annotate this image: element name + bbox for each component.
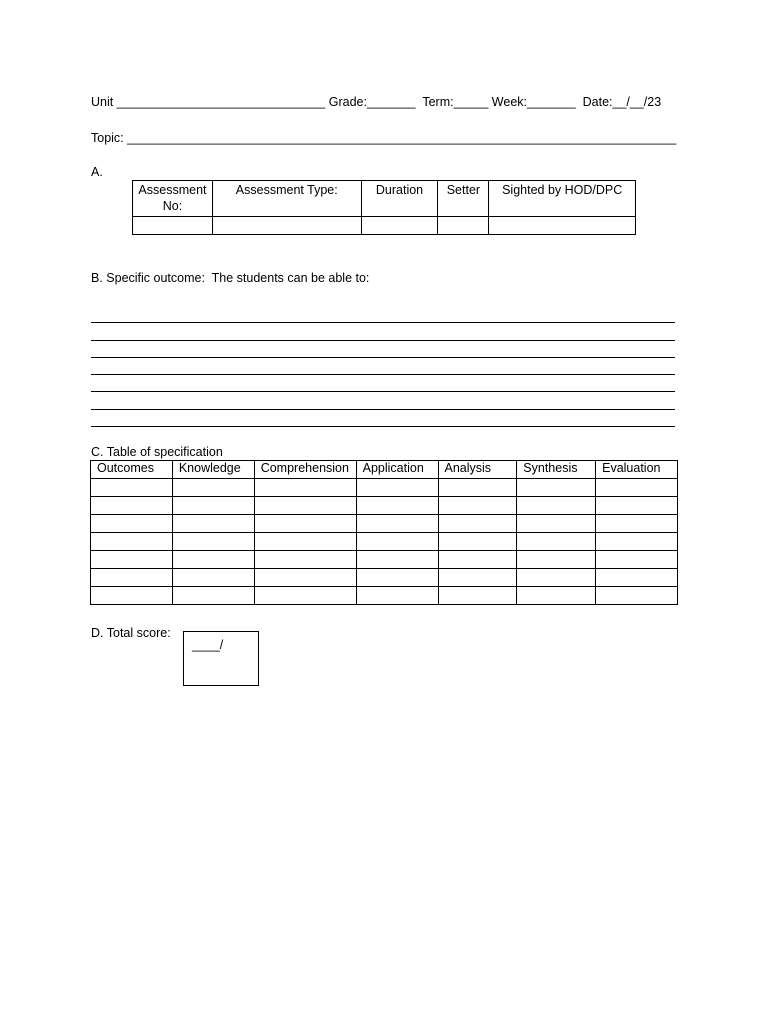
spec-cell[interactable] (517, 587, 596, 605)
spec-cell[interactable] (596, 497, 678, 515)
header-synthesis: Synthesis (517, 461, 596, 479)
spec-cell[interactable] (356, 569, 438, 587)
spec-cell[interactable] (517, 569, 596, 587)
table-row (91, 515, 678, 533)
spec-table-header-row (91, 461, 678, 479)
spec-cell[interactable] (596, 587, 678, 605)
table-row (133, 217, 636, 235)
spec-cell[interactable] (254, 479, 356, 497)
table-row (91, 497, 678, 515)
spec-cell[interactable] (254, 497, 356, 515)
spec-cell[interactable] (356, 515, 438, 533)
section-a-label: A. (91, 165, 103, 179)
specification-table (90, 460, 678, 605)
section-c-label: C. Table of specification (91, 445, 223, 459)
header-outcomes: Outcomes (91, 461, 173, 479)
spec-cell[interactable] (172, 569, 254, 587)
setter-cell (438, 217, 489, 235)
assessment-type-cell (212, 217, 361, 235)
spec-cell[interactable] (517, 515, 596, 533)
spec-cell[interactable] (254, 515, 356, 533)
section-b-label: B. Specific outcome: The students can be able to: (91, 271, 370, 285)
outcome-blank-lines (91, 306, 675, 427)
spec-cell[interactable] (438, 497, 517, 515)
spec-cell[interactable] (172, 533, 254, 551)
spec-cell[interactable] (517, 479, 596, 497)
spec-cell[interactable] (91, 479, 173, 497)
outcome-blank-line[interactable] (91, 341, 675, 358)
header-assessment-no: Assessment No: (133, 181, 213, 217)
spec-cell[interactable] (91, 533, 173, 551)
outcome-blank-line[interactable] (91, 392, 675, 409)
spec-cell[interactable] (172, 551, 254, 569)
outcome-blank-line[interactable] (91, 375, 675, 392)
spec-cell[interactable] (596, 551, 678, 569)
header-analysis: Analysis (438, 461, 517, 479)
spec-cell[interactable] (254, 587, 356, 605)
table-row (91, 533, 678, 551)
section-d-label: D. Total score: (91, 626, 171, 640)
table-row (91, 551, 678, 569)
spec-cell[interactable] (596, 569, 678, 587)
header-evaluation: Evaluation (596, 461, 678, 479)
total-score-box[interactable] (183, 631, 259, 686)
spec-cell[interactable] (172, 497, 254, 515)
header-duration: Duration (361, 181, 438, 217)
sighted-by-cell (489, 217, 636, 235)
spec-cell[interactable] (438, 587, 517, 605)
spec-cell[interactable] (356, 497, 438, 515)
spec-cell[interactable] (596, 533, 678, 551)
outcome-blank-line[interactable] (91, 306, 675, 323)
spec-cell[interactable] (91, 587, 173, 605)
spec-cell[interactable] (438, 533, 517, 551)
spec-cell[interactable] (438, 551, 517, 569)
spec-cell[interactable] (254, 533, 356, 551)
spec-cell[interactable] (254, 551, 356, 569)
assessment-table-header-row (133, 181, 636, 217)
spec-cell[interactable] (356, 587, 438, 605)
spec-cell[interactable] (596, 515, 678, 533)
table-row (91, 587, 678, 605)
spec-cell[interactable] (517, 533, 596, 551)
spec-cell[interactable] (517, 497, 596, 515)
header-application: Application (356, 461, 438, 479)
table-row (91, 569, 678, 587)
spec-cell[interactable] (91, 497, 173, 515)
header-comprehension: Comprehension (254, 461, 356, 479)
header-knowledge: Knowledge (172, 461, 254, 479)
outcome-blank-line[interactable] (91, 358, 675, 375)
spec-cell[interactable] (356, 533, 438, 551)
spec-cell[interactable] (172, 515, 254, 533)
header-fields-line: Unit ______________________________ Grade:_______ Term:_____ Week:_______ Date:__/__/23 (91, 95, 662, 109)
duration-cell (361, 217, 438, 235)
spec-cell[interactable] (438, 515, 517, 533)
spec-cell[interactable] (254, 569, 356, 587)
header-setter: Setter (438, 181, 489, 217)
spec-cell[interactable] (356, 551, 438, 569)
spec-cell[interactable] (438, 479, 517, 497)
header-assessment-type: Assessment Type: (212, 181, 361, 217)
outcome-blank-line[interactable] (91, 323, 675, 340)
spec-cell[interactable] (517, 551, 596, 569)
spec-cell[interactable] (172, 479, 254, 497)
spec-cell[interactable] (91, 569, 173, 587)
header-sighted-by: Sighted by HOD/DPC (489, 181, 636, 217)
topic-line: Topic: _______________________________________________________________________________ (91, 131, 677, 145)
assessment-table (132, 180, 636, 235)
total-score-value: ____/ (192, 638, 224, 652)
spec-cell[interactable] (91, 551, 173, 569)
table-row (91, 479, 678, 497)
assessment-no-cell (133, 217, 213, 235)
spec-cell[interactable] (438, 569, 517, 587)
spec-cell[interactable] (356, 479, 438, 497)
spec-cell[interactable] (596, 479, 678, 497)
spec-cell[interactable] (91, 515, 173, 533)
outcome-blank-line[interactable] (91, 410, 675, 427)
spec-table-body (91, 479, 678, 605)
spec-cell[interactable] (172, 587, 254, 605)
